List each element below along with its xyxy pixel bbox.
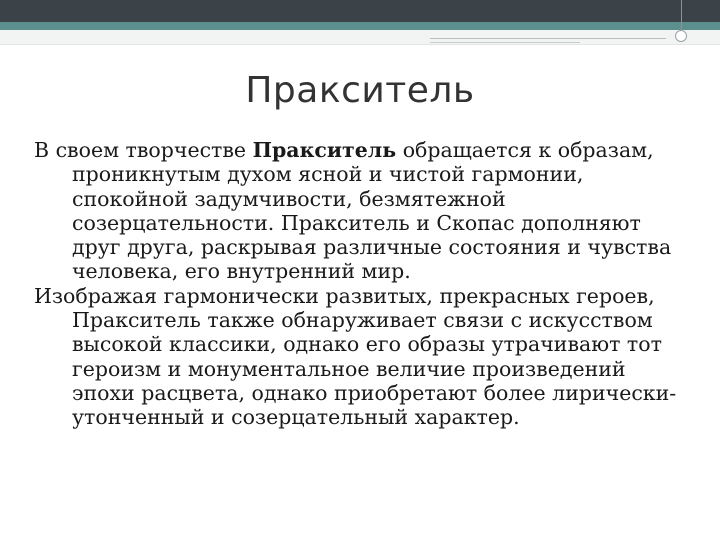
accent-circle-icon — [675, 30, 687, 42]
header-band-dark — [0, 0, 720, 22]
paragraph-2: Изображая гармонически развитых, прекрасных героев, Пракситель также обнаруживает связи с искусством высокой классики, однако его образы утрачивают тот героизм и монументальное величие произведений эпохи расцвета, однако приобретают более лирически-утонченный и созерцательный характер. — [34, 283, 677, 430]
slide-body — [34, 138, 690, 430]
accent-line — [430, 38, 666, 39]
paragraph-1-rest: обращается к образам, проникнутым духом ясной и чистой гармонии, спокойной задумчивости, безмятежной созерцательности. Пракситель и Скопас дополняют друг друга, раскрывая различные состояния и чувства человека, его внутренний мир. — [72, 138, 672, 284]
header-divider — [0, 44, 720, 45]
accent-vertical-line — [681, 0, 682, 30]
paragraph-1 — [34, 138, 690, 284]
slide-title: Пракситель — [245, 70, 475, 111]
header-band-light — [0, 30, 720, 44]
paragraph-1-start: В своем творчестве — [34, 138, 253, 162]
accent-line-short — [430, 42, 580, 43]
header-band-teal — [0, 22, 720, 30]
paragraph-1-bold-name: Пракситель — [252, 138, 397, 162]
